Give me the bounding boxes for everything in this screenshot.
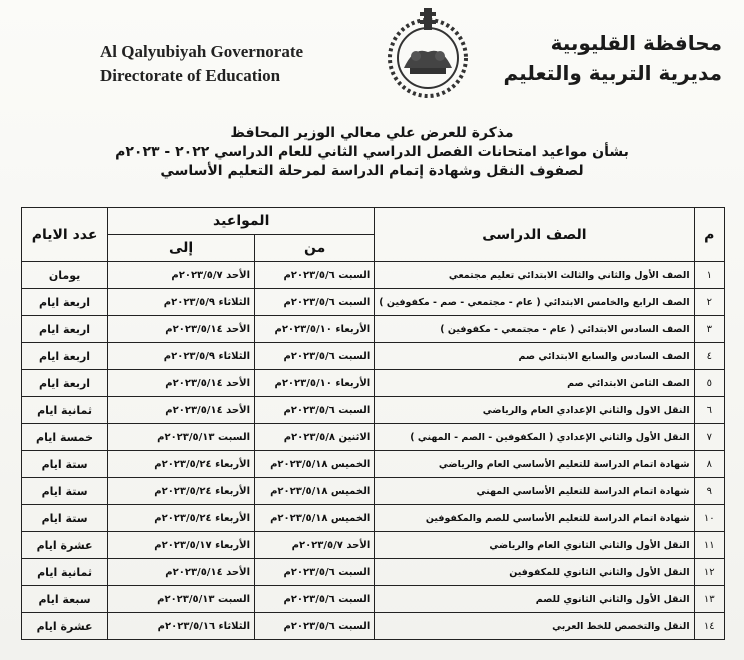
- header-grade: الصف الدراسى: [375, 208, 694, 262]
- row-to-date: الأحد ٢٠٢٣/٥/١٤م: [108, 316, 255, 343]
- table-row: [22, 262, 725, 289]
- row-from-date: الأربعاء ٢٠٢٣/٥/١٠م: [255, 316, 375, 343]
- row-to-date: الأحد ٢٠٢٣/٥/١٤م: [108, 370, 255, 397]
- row-grade: النقل الاول والثاني الإعدادي العام والرياضي: [375, 397, 694, 424]
- table-row: [22, 613, 725, 640]
- row-number: ١٢: [694, 559, 724, 586]
- row-number: ١: [694, 262, 724, 289]
- header-num: م: [694, 208, 724, 262]
- directorate-name-ar: مديرية التربية والتعليم: [503, 61, 722, 85]
- row-days: ستة ايام: [22, 451, 108, 478]
- row-from-date: السبت ٢٠٢٣/٥/٦م: [255, 343, 375, 370]
- memo-line-1: مذكرة للعرض علي معالي الوزير المحافظ: [230, 125, 514, 141]
- table-row: [22, 532, 725, 559]
- row-grade: النقل والتخصص للخط العربي: [375, 613, 694, 640]
- row-from-date: الأحد ٢٠٢٣/٥/٧م: [255, 532, 375, 559]
- row-number: ١٠: [694, 505, 724, 532]
- row-from-date: الخميس ٢٠٢٣/٥/١٨م: [255, 478, 375, 505]
- row-days: ثمانية ايام: [22, 397, 108, 424]
- row-days: عشرة ايام: [22, 613, 108, 640]
- row-to-date: الأربعاء ٢٠٢٣/٥/٢٤م: [108, 505, 255, 532]
- table-row: [22, 397, 725, 424]
- row-from-date: السبت ٢٠٢٣/٥/٦م: [255, 586, 375, 613]
- row-grade: شهادة اتمام الدراسة للتعليم الأساسي للصم والمكفوفين: [375, 505, 694, 532]
- table-row: [22, 451, 725, 478]
- header-from: من: [255, 235, 375, 262]
- row-grade: الصف الأول والثاني والثالث الابتدائي تعليم مجتمعي: [375, 262, 694, 289]
- row-to-date: الثلاثاء ٢٠٢٣/٥/٩م: [108, 343, 255, 370]
- row-to-date: الأحد ٢٠٢٣/٥/١٤م: [108, 559, 255, 586]
- row-days: يومان: [22, 262, 108, 289]
- row-number: ٤: [694, 343, 724, 370]
- table-row: [22, 289, 725, 316]
- row-days: سبعة ايام: [22, 586, 108, 613]
- header-dates: المواعيد: [108, 208, 375, 235]
- row-number: ٨: [694, 451, 724, 478]
- table-row: [22, 316, 725, 343]
- row-from-date: الخميس ٢٠٢٣/٥/١٨م: [255, 451, 375, 478]
- row-days: عشرة ايام: [22, 532, 108, 559]
- row-to-date: الأربعاء ٢٠٢٣/٥/١٧م: [108, 532, 255, 559]
- row-grade: النقل الأول والثاني الثانوي للصم: [375, 586, 694, 613]
- row-number: ٧: [694, 424, 724, 451]
- row-number: ٦: [694, 397, 724, 424]
- header-arabic: [504, 28, 723, 88]
- row-grade: الصف السادس الابتدائي ( عام - مجتمعي - مكفوفين ): [375, 316, 694, 343]
- row-from-date: الخميس ٢٠٢٣/٥/١٨م: [255, 505, 375, 532]
- row-to-date: الثلاثاء ٢٠٢٣/٥/١٦م: [108, 613, 255, 640]
- table-row: [22, 370, 725, 397]
- row-days: ستة ايام: [22, 478, 108, 505]
- row-from-date: السبت ٢٠٢٣/٥/٦م: [255, 559, 375, 586]
- exam-schedule-table: [21, 207, 725, 640]
- table-row: [22, 424, 725, 451]
- row-number: ١٣: [694, 586, 724, 613]
- table-row: [22, 343, 725, 370]
- row-number: ١١: [694, 532, 724, 559]
- row-grade: النقل الأول والثاني الثانوي للمكفوفين: [375, 559, 694, 586]
- row-from-date: السبت ٢٠٢٣/٥/٦م: [255, 397, 375, 424]
- row-to-date: الأربعاء ٢٠٢٣/٥/٢٤م: [108, 451, 255, 478]
- header-days: عدد الايام: [22, 208, 108, 262]
- row-grade: النقل الأول والثاني الإعدادي ( المكفوفين - الصم - المهني ): [375, 424, 694, 451]
- governorate-name-ar: محافظة القليوبية: [550, 31, 722, 55]
- row-to-date: الثلاثاء ٢٠٢٣/٥/٩م: [108, 289, 255, 316]
- row-from-date: السبت ٢٠٢٣/٥/٦م: [255, 262, 375, 289]
- row-days: ثمانية ايام: [22, 559, 108, 586]
- row-to-date: الأربعاء ٢٠٢٣/٥/٢٤م: [108, 478, 255, 505]
- row-days: اربعة ايام: [22, 316, 108, 343]
- row-days: اربعة ايام: [22, 370, 108, 397]
- row-to-date: الأحد ٢٠٢٣/٥/٧م: [108, 262, 255, 289]
- table-header: [22, 208, 725, 262]
- row-to-date: السبت ٢٠٢٣/٥/١٣م: [108, 586, 255, 613]
- row-grade: النقل الأول والثاني الثانوي العام والرياضي: [375, 532, 694, 559]
- row-to-date: الأحد ٢٠٢٣/٥/١٤م: [108, 397, 255, 424]
- row-from-date: السبت ٢٠٢٣/٥/٦م: [255, 289, 375, 316]
- row-days: ستة ايام: [22, 505, 108, 532]
- row-number: ٣: [694, 316, 724, 343]
- header-english: [100, 40, 303, 88]
- memo-heading: [0, 124, 744, 181]
- row-grade: الصف السادس والسابع الابتدائي صم: [375, 343, 694, 370]
- table-row: [22, 559, 725, 586]
- row-number: ١٤: [694, 613, 724, 640]
- table-row: [22, 505, 725, 532]
- table-row: [22, 586, 725, 613]
- row-days: خمسة ايام: [22, 424, 108, 451]
- governorate-logo: [380, 6, 476, 102]
- governorate-name-en: Al Qalyubiyah Governorate: [100, 42, 304, 61]
- row-number: ٩: [694, 478, 724, 505]
- row-grade: الصف الثامن الابتدائي صم: [375, 370, 694, 397]
- table-row: [22, 478, 725, 505]
- memo-line-2: بشأن مواعيد امتحانات الفصل الدراسي الثاني للعام الدراسي ٢٠٢٢ - ٢٠٢٣م: [115, 144, 629, 160]
- table-body: [22, 262, 725, 640]
- row-number: ٢: [694, 289, 724, 316]
- row-days: اربعة ايام: [22, 343, 108, 370]
- row-grade: شهادة اتمام الدراسة للتعليم الأساسي المهني: [375, 478, 694, 505]
- row-from-date: الأربعاء ٢٠٢٣/٥/١٠م: [255, 370, 375, 397]
- row-number: ٥: [694, 370, 724, 397]
- row-grade: شهادة اتمام الدراسة للتعليم الأساسي العام والرياضي: [375, 451, 694, 478]
- memo-line-3: لصفوف النقل وشهادة إتمام الدراسة لمرحلة التعليم الأساسي: [160, 163, 584, 179]
- row-days: اربعة ايام: [22, 289, 108, 316]
- row-from-date: الاثنين ٢٠٢٣/٥/٨م: [255, 424, 375, 451]
- directorate-name-en: Directorate of Education: [100, 66, 281, 85]
- row-grade: الصف الرابع والخامس الابتدائي ( عام - مجتمعي - صم - مكفوفين ): [375, 289, 694, 316]
- row-to-date: السبت ٢٠٢٣/٥/١٣م: [108, 424, 255, 451]
- header-to: إلى: [108, 235, 255, 262]
- row-from-date: السبت ٢٠٢٣/٥/٦م: [255, 613, 375, 640]
